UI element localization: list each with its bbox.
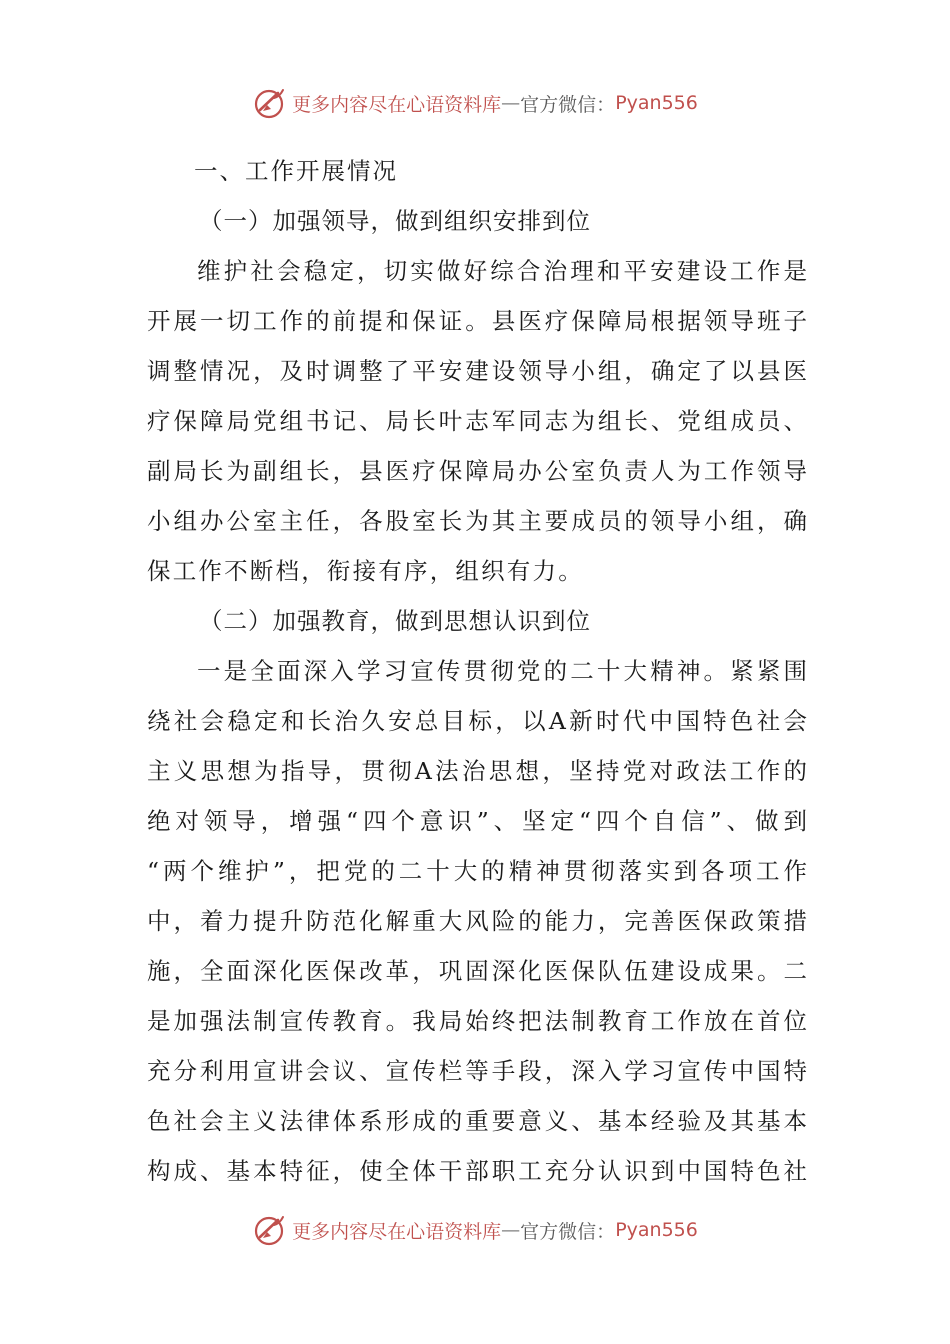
footer-banner (0, 1210, 950, 1250)
paragraph-line: 施，全面深化医保改革，巩固深化医保队伍建设成果。二 (147, 957, 807, 985)
paragraph-line: 开展一切工作的前提和保证。县医疗保障局根据领导班子 (147, 307, 807, 335)
paragraph-line: “两个维护”，把党的二十大的精神贯彻落实到各项工作 (147, 857, 807, 885)
paragraph-1 (147, 246, 807, 596)
paragraph-line: 绝对领导，增强“四个意识”、坚定“四个自信”、做到 (147, 807, 807, 835)
paragraph-2 (147, 646, 807, 1196)
paragraph-line: 小组办公室主任，各股室长为其主要成员的领导小组，确 (147, 507, 807, 535)
paragraph-line: 是加强法制宣传教育。我局始终把法制教育工作放在首位 (147, 1007, 807, 1035)
banner-wechat-label: 官方微信： (520, 93, 616, 116)
paragraph-line: 调整情况，及时调整了平安建设领导小组，确定了以县医 (147, 357, 807, 385)
banner-wechat-label: 官方微信： (520, 1220, 616, 1243)
banner-main-text: 更多内容尽在心语资料库 (292, 1220, 502, 1243)
paragraph-line: 疗保障局党组书记、局长叶志军同志为组长、党组成员、 (147, 407, 807, 435)
banner-main-text: 更多内容尽在心语资料库 (292, 93, 502, 116)
subsection-title-2: （二）加强教育，做到思想认识到位 (199, 607, 591, 635)
paragraph-line: 一是全面深入学习宣传贯彻党的二十大精神。紧紧围 (197, 657, 807, 685)
document-body (147, 146, 807, 1196)
paragraph-line: 维护社会稳定，切实做好综合治理和平安建设工作是 (197, 257, 807, 285)
paragraph-line: 构成、基本特征，使全体干部职工充分认识到中国特色社 (147, 1157, 807, 1185)
banner-wechat-id: Pyan556 (615, 92, 698, 114)
subsection-title-1: （一）加强领导，做到组织安排到位 (199, 207, 591, 235)
header-banner (0, 83, 950, 123)
paragraph-line: 副局长为副组长，县医疗保障局办公室负责人为工作领导 (147, 457, 807, 485)
brand-logo-icon (252, 1212, 288, 1248)
section-title: 一、工作开展情况 (194, 157, 398, 185)
paragraph-line: 主义思想为指导，贯彻A法治思想，坚持党对政法工作的 (147, 757, 807, 785)
paragraph-line: 保工作不断档，衔接有序，组织有力。 (147, 557, 584, 585)
brand-logo-icon (252, 85, 288, 121)
banner-wechat-id: Pyan556 (615, 1219, 698, 1241)
banner-dash: — (501, 1219, 521, 1241)
banner-dash: — (501, 92, 521, 114)
paragraph-line: 充分利用宣讲会议、宣传栏等手段，深入学习宣传中国特 (147, 1057, 807, 1085)
paragraph-line: 色社会主义法律体系形成的重要意义、基本经验及其基本 (147, 1107, 807, 1135)
paragraph-line: 绕社会稳定和长治久安总目标，以A新时代中国特色社会 (147, 707, 807, 735)
paragraph-line: 中，着力提升防范化解重大风险的能力，完善医保政策措 (147, 907, 807, 935)
